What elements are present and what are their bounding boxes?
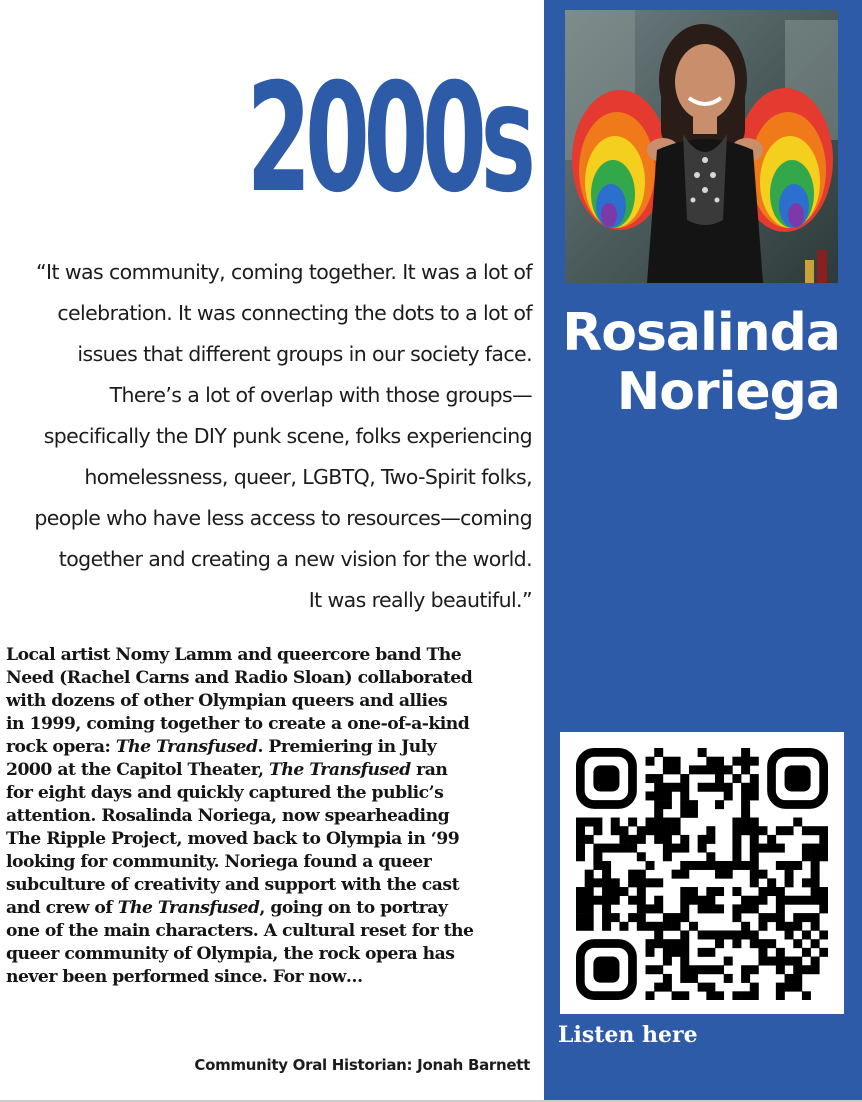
body-line: for eight days and quickly captured the public’s [6, 783, 444, 803]
decade-heading: 2000s [246, 52, 530, 226]
body-line: one of the main characters. A cultural reset for the [6, 921, 474, 941]
body-line [6, 736, 536, 759]
name-line: Rosalinda [562, 303, 840, 363]
body-line: subculture of creativity and support with the cast [6, 875, 460, 895]
qr-code-icon [576, 748, 828, 1000]
listen-here-link[interactable]: Listen here [558, 1022, 698, 1048]
quote-line: specifically the DIY punk scene, folks experiencing [43, 424, 532, 448]
name-line: Noriega [616, 362, 840, 423]
body-text-run: rock opera: [6, 737, 116, 757]
body-text-run: ran [410, 760, 448, 780]
body-line: looking for community. Noriega found a queer [6, 852, 432, 872]
quote-line: celebration. It was connecting the dots to a lot of [57, 301, 532, 325]
body-line: with dozens of other Olympian queers and allies [6, 691, 448, 711]
body-line: queer community of Olympia, the rock opera has [6, 944, 455, 964]
quote-line: issues that different groups in our society face. [77, 342, 532, 366]
author-credit: Community Oral Historian: Jonah Barnett [194, 1056, 530, 1074]
quote-line: It was really beautiful.” [308, 588, 532, 612]
body-text-run: , going on to portray [259, 898, 448, 918]
title-italic: The Transfused [115, 737, 258, 757]
body-line: The Ripple Project, moved back to Olympia in ‘99 [6, 829, 460, 849]
quote-line: homelessness, queer, LGBTQ, Two-Spirit folks, [84, 465, 532, 489]
portrait-illustration [565, 10, 838, 283]
pull-quote [0, 252, 532, 621]
body-line: Need (Rachel Carns and Radio Sloan) collaborated [6, 668, 473, 688]
body-line [6, 759, 536, 782]
body-line: Local artist Nomy Lamm and queercore band The [6, 645, 462, 665]
quote-line: There’s a lot of overlap with those groups— [109, 383, 532, 407]
article-body [6, 644, 536, 989]
portrait-photo [565, 10, 838, 283]
body-line [6, 897, 536, 920]
body-text-run: . Premiering in July [257, 737, 437, 757]
body-line: attention. Rosalinda Noriega, now spearheading [6, 806, 450, 826]
body-text-run: 2000 at the Capitol Theater, [6, 760, 270, 780]
qr-code[interactable] [560, 732, 844, 1014]
body-text-run: and crew of [6, 898, 118, 918]
quote-line: together and creating a new vision for the world. [58, 547, 532, 571]
body-line: never been performed since. For now… [6, 967, 363, 987]
title-italic: The Transfused [269, 760, 411, 780]
title-italic: The Transfused [117, 898, 260, 918]
profile-name [562, 304, 840, 423]
quote-line: “It was community, coming together. It was a lot of [36, 260, 532, 284]
quote-line: people who have less access to resources—coming [34, 506, 532, 530]
body-line: in 1999, coming together to create a one-of-a-kind [6, 714, 470, 734]
